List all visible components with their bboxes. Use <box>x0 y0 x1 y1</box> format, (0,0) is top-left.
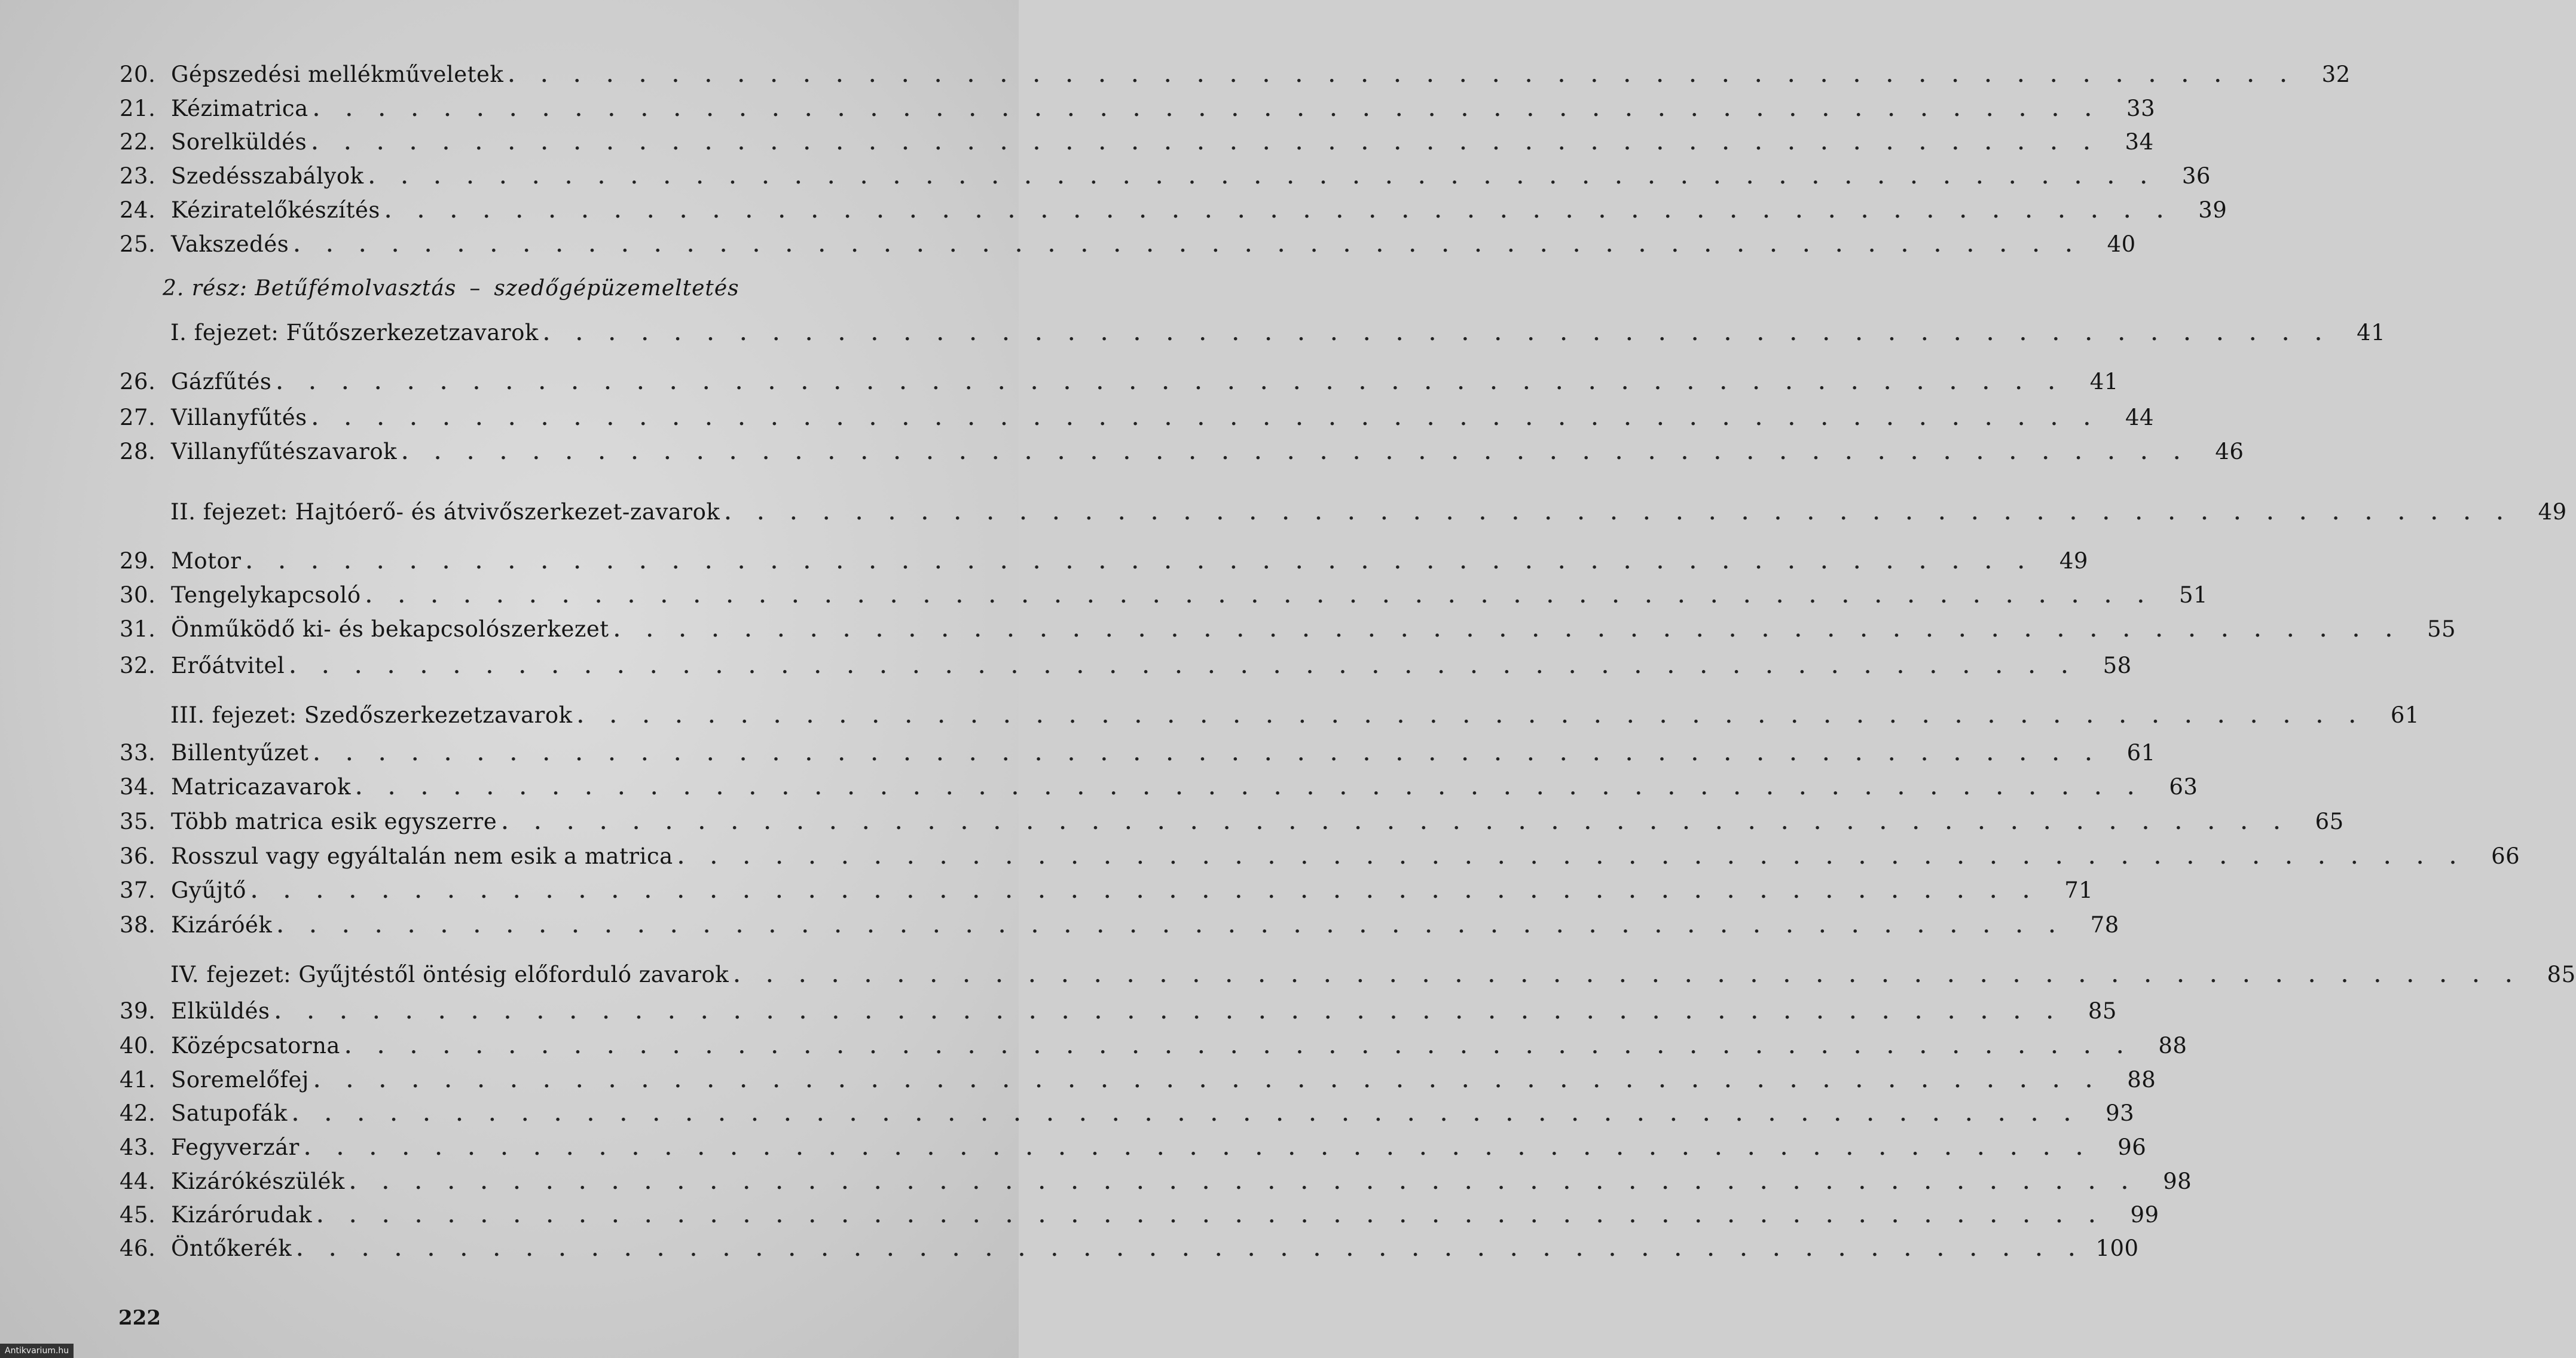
entry-title: Soremelőfej <box>171 1067 309 1093</box>
entry-number: 40. <box>120 1033 156 1059</box>
toc-entry <box>120 367 2119 397</box>
toc-entry <box>120 94 2156 124</box>
entry-number: 33. <box>120 740 156 766</box>
entry-title: III. fejezet: Szedőszerkezetzavarok <box>170 702 573 728</box>
entry-page-number: 41 <box>2357 320 2386 345</box>
section-label: 2. rész: <box>163 276 247 301</box>
entry-page-number: 85 <box>2088 998 2117 1024</box>
entry-number: 37. <box>120 877 156 903</box>
entry-page-number: 39 <box>2198 197 2227 223</box>
entry-title: Sorelküldés <box>171 129 307 155</box>
dot-leader: . . . . . . . . . . . . . . . . . . . . . . . . . . . . . . . . . . . . . . . . . . . . . . . . . . . . . . . <box>294 235 2082 256</box>
entry-title: Erőátvitel <box>171 653 285 678</box>
page-number: 222 <box>118 1306 161 1330</box>
toc-entry <box>120 996 2117 1026</box>
entry-page-number: 85 <box>2547 962 2576 987</box>
entry-number: 30. <box>120 582 156 608</box>
entry-title: Kézimatrica <box>171 96 308 121</box>
toc-entry <box>120 1133 2147 1163</box>
dot-leader: . . . . . . . . . . . . . . . . . . . . . . . . . . . . . . . . . . . . . . . . . . . . . . . . . . . . . . . <box>543 324 2332 345</box>
dot-leader: . . . . . . . . . . . . . . . . . . . . . . . . . . . . . . . . . . . . . . . . . . . . . . . . . . . . . . . <box>311 409 2101 430</box>
dot-leader: . . . . . . . . . . . . . . . . . . . . . . . . . . . . . . . . . . . . . . . . . . . . . . . . . . . . . . . <box>508 66 2297 87</box>
entry-page-number: 71 <box>2064 877 2094 903</box>
entry-page-number: 100 <box>2095 1235 2139 1261</box>
dot-leader: . . . . . . . . . . . . . . . . . . . . . . . . . . . . . . . . . . . . . . . . . . . . . . . . . . . . . . . <box>365 586 2155 607</box>
entry-page-number: 44 <box>2125 405 2155 430</box>
dot-leader: . . . . . . . . . . . . . . . . . . . . . . . . . . . . . . . . . . . . . . . . . . . . . . . . . . . . . . . <box>317 1206 2106 1227</box>
entry-title: Öntőkerék <box>171 1235 292 1261</box>
entry-page-number: 51 <box>2178 582 2208 608</box>
dot-leader: . . . . . . . . . . . . . . . . . . . . . . . . . . . . . . . . . . . . . . . . . . . . . . . . . . . . . . . <box>250 882 2040 903</box>
entry-title: Középcsatorna <box>171 1033 340 1059</box>
toc-entry <box>120 230 2136 259</box>
entry-number: 23. <box>120 163 156 189</box>
toc-entry <box>120 1099 2135 1128</box>
toc-chapter <box>170 497 2567 527</box>
entry-number: 43. <box>120 1134 156 1160</box>
entry-number: 32. <box>120 653 156 678</box>
entry-title: Elküldés <box>171 998 270 1024</box>
entry-title: Szedésszabályok <box>171 163 364 189</box>
dot-leader: . . . . . . . . . . . . . . . . . . . . . . . . . . . . . . . . . . . . . . . . . . . . . . . . . . . . . . . <box>274 1002 2063 1023</box>
entry-page-number: 65 <box>2315 809 2344 834</box>
toc-entry <box>120 1065 2156 1095</box>
dot-leader: . . . . . . . . . . . . . . . . . . . . . . . . . . . . . . . . . . . . . . . . . . . . . . . . . . . . . . . <box>613 620 2403 641</box>
section-part2: szedőgépüzemeltetés <box>494 276 740 301</box>
dot-leader: . . . . . . . . . . . . . . . . . . . . . . . . . . . . . . . . . . . . . . . . . . . . . . . . . . . . . . . <box>677 848 2467 868</box>
toc-entry <box>120 437 2244 467</box>
entry-title: Fegyverzár <box>171 1134 300 1160</box>
entry-page-number: 93 <box>2106 1100 2135 1126</box>
dot-leader: . . . . . . . . . . . . . . . . . . . . . . . . . . . . . . . . . . . . . . . . . . . . . . . . . . . . . . . <box>502 813 2290 834</box>
entry-page-number: 49 <box>2538 499 2567 525</box>
entry-number: 31. <box>120 616 156 642</box>
dot-leader: . . . . . . . . . . . . . . . . . . . . . . . . . . . . . . . . . . . . . . . . . . . . . . . . . . . . . . . <box>311 133 2100 154</box>
entry-page-number: 61 <box>2390 702 2419 728</box>
entry-page-number: 34 <box>2125 129 2154 155</box>
toc-entry <box>120 910 2119 940</box>
entry-page-number: 33 <box>2126 96 2156 121</box>
dot-leader: . . . . . . . . . . . . . . . . . . . . . . . . . . . . . . . . . . . . . . . . . . . . . . . . . . . . . . . <box>368 167 2157 188</box>
entry-number: 34. <box>120 774 156 800</box>
entry-number: 29. <box>120 548 156 574</box>
toc-entry <box>120 1200 2159 1230</box>
toc-entry <box>120 127 2154 157</box>
watermark: Antikvarium.hu <box>0 1344 74 1358</box>
entry-page-number: 96 <box>2117 1134 2147 1160</box>
dot-leader: . . . . . . . . . . . . . . . . . . . . . . . . . . . . . . . . . . . . . . . . . . . . . . . . . . . . . . . <box>297 1240 2085 1261</box>
entry-number: 44. <box>120 1169 156 1194</box>
toc-entry <box>120 614 2456 644</box>
toc-entry <box>120 195 2227 225</box>
dot-leader: . . . . . . . . . . . . . . . . . . . . . . . . . . . . . . . . . . . . . . . . . . . . . . . . . . . . . . . <box>292 1105 2081 1125</box>
entry-number: 38. <box>120 912 156 938</box>
entry-page-number: 98 <box>2163 1169 2192 1194</box>
entry-page-number: 88 <box>2127 1067 2156 1093</box>
dot-leader: . . . . . . . . . . . . . . . . . . . . . . . . . . . . . . . . . . . . . . . . . . . . . . . . . . . . . . . <box>725 503 2513 524</box>
entry-number: 39. <box>120 998 156 1024</box>
entry-title: Kizáróék <box>171 912 273 938</box>
toc-entry <box>120 580 2208 610</box>
dot-leader: . . . . . . . . . . . . . . . . . . . . . . . . . . . . . . . . . . . . . . . . . . . . . . . . . . . . . . . <box>734 966 2522 987</box>
toc-entry <box>120 738 2156 768</box>
entry-page-number: 63 <box>2169 774 2198 800</box>
entry-number: 41. <box>120 1067 156 1093</box>
dot-leader: . . . . . . . . . . . . . . . . . . . . . . . . . . . . . . . . . . . . . . . . . . . . . . . . . . . . . . . <box>313 744 2102 765</box>
toc-entry <box>120 546 2088 576</box>
entry-title: Billentyűzet <box>171 740 309 766</box>
dot-leader: . . . . . . . . . . . . . . . . . . . . . . . . . . . . . . . . . . . . . . . . . . . . . . . . . . . . . . . <box>276 373 2065 394</box>
toc-entry <box>120 842 2520 871</box>
entry-number: 36. <box>120 843 156 869</box>
entry-title: Villanyfűtés <box>171 405 307 430</box>
section-part1: Betűfémolvasztás <box>255 276 457 301</box>
entry-number: 21. <box>120 96 156 121</box>
entry-title: Gépszedési mellékműveletek <box>171 62 504 87</box>
dot-leader: . . . . . . . . . . . . . . . . . . . . . . . . . . . . . . . . . . . . . . . . . . . . . . . . . . . . . . . <box>384 201 2174 222</box>
entry-title: Motor <box>171 548 242 574</box>
entry-page-number: 58 <box>2103 653 2132 678</box>
entry-title: Rosszul vagy egyáltalán nem esik a matrica <box>171 843 673 869</box>
entry-title: Kizárókészülék <box>171 1169 345 1194</box>
entry-number: 24. <box>120 197 156 223</box>
entry-page-number: 61 <box>2126 740 2156 766</box>
toc-entry <box>120 651 2132 681</box>
section-dash: – <box>469 276 481 301</box>
dot-leader: . . . . . . . . . . . . . . . . . . . . . . . . . . . . . . . . . . . . . . . . . . . . . . . . . . . . . . . <box>313 1071 2103 1092</box>
dot-leader: . . . . . . . . . . . . . . . . . . . . . . . . . . . . . . . . . . . . . . . . . . . . . . . . . . . . . . . <box>356 778 2144 799</box>
toc-entry <box>120 1167 2192 1197</box>
entry-title: Villanyfűtészavarok <box>171 439 398 464</box>
entry-page-number: 46 <box>2215 439 2244 464</box>
entry-title: Kizárórudak <box>171 1202 313 1228</box>
entry-number: 35. <box>120 809 156 834</box>
entry-number: 25. <box>120 231 156 257</box>
dot-leader: . . . . . . . . . . . . . . . . . . . . . . . . . . . . . . . . . . . . . . . . . . . . . . . . . . . . . . . <box>349 1173 2138 1194</box>
entry-title: Vakszedés <box>171 231 289 257</box>
entry-page-number: 49 <box>2059 548 2088 574</box>
entry-page-number: 40 <box>2107 231 2136 257</box>
entry-page-number: 55 <box>2427 616 2456 642</box>
toc-chapter <box>170 701 2419 730</box>
toc-entry <box>120 876 2094 906</box>
dot-leader: . . . . . . . . . . . . . . . . . . . . . . . . . . . . . . . . . . . . . . . . . . . . . . . . . . . . . . . <box>246 552 2034 573</box>
entry-number: 26. <box>120 369 156 394</box>
entry-page-number: 88 <box>2158 1033 2187 1059</box>
entry-title: II. fejezet: Hajtóerő- és átvivőszerkezet-zavarok <box>170 499 720 525</box>
entry-number: 42. <box>120 1100 156 1126</box>
dot-leader: . . . . . . . . . . . . . . . . . . . . . . . . . . . . . . . . . . . . . . . . . . . . . . . . . . . . . . . <box>402 443 2190 464</box>
entry-title: Gázfűtés <box>171 369 272 394</box>
entry-page-number: 78 <box>2090 912 2119 938</box>
entry-page-number: 32 <box>2321 62 2351 87</box>
entry-title: Matricazavarok <box>171 774 352 800</box>
toc-entry <box>120 60 2351 90</box>
toc-entry <box>120 403 2155 433</box>
entry-title: Több matrica esik egyszerre <box>171 809 497 834</box>
entry-page-number: 99 <box>2130 1202 2159 1228</box>
section-heading <box>163 276 740 301</box>
dot-leader: . . . . . . . . . . . . . . . . . . . . . . . . . . . . . . . . . . . . . . . . . . . . . . . . . . . . . . . <box>289 657 2078 678</box>
dot-leader: . . . . . . . . . . . . . . . . . . . . . . . . . . . . . . . . . . . . . . . . . . . . . . . . . . . . . . . <box>577 706 2366 727</box>
entry-title: Tengelykapcsoló <box>171 582 361 608</box>
entry-title: IV. fejezet: Gyűjtéstől öntésig előforduló zavarok <box>170 962 729 987</box>
entry-title: Gyűjtő <box>171 877 246 903</box>
entry-number: 22. <box>120 129 156 155</box>
toc-entry <box>120 807 2344 837</box>
toc-chapter <box>170 960 2576 990</box>
dot-leader: . . . . . . . . . . . . . . . . . . . . . . . . . . . . . . . . . . . . . . . . . . . . . . . . . . . . . . . <box>304 1139 2093 1160</box>
entry-title: I. fejezet: Fűtőszerkezetzavarok <box>170 320 539 345</box>
entry-page-number: 66 <box>2491 843 2520 869</box>
entry-page-number: 41 <box>2089 369 2119 394</box>
entry-title: Kéziratelőkészítés <box>171 197 380 223</box>
entry-number: 27. <box>120 405 156 430</box>
entry-title: Satupofák <box>171 1100 288 1126</box>
toc-entry <box>120 1031 2187 1061</box>
dot-leader: . . . . . . . . . . . . . . . . . . . . . . . . . . . . . . . . . . . . . . . . . . . . . . . . . . . . . . . <box>277 916 2065 937</box>
toc-entry <box>120 772 2198 802</box>
entry-number: 20. <box>120 62 156 87</box>
toc-entry <box>120 161 2211 191</box>
dot-leader: . . . . . . . . . . . . . . . . . . . . . . . . . . . . . . . . . . . . . . . . . . . . . . . . . . . . . . . <box>345 1037 2134 1058</box>
entry-number: 45. <box>120 1202 156 1228</box>
entry-title: Önműködő ki- és bekapcsolószerkezet <box>171 616 609 642</box>
entry-number: 46. <box>120 1235 156 1261</box>
toc-chapter <box>170 318 2386 348</box>
entry-number: 28. <box>120 439 156 464</box>
toc-entry <box>120 1234 2139 1264</box>
dot-leader: . . . . . . . . . . . . . . . . . . . . . . . . . . . . . . . . . . . . . . . . . . . . . . . . . . . . . . . <box>313 100 2102 121</box>
entry-page-number: 36 <box>2181 163 2211 189</box>
